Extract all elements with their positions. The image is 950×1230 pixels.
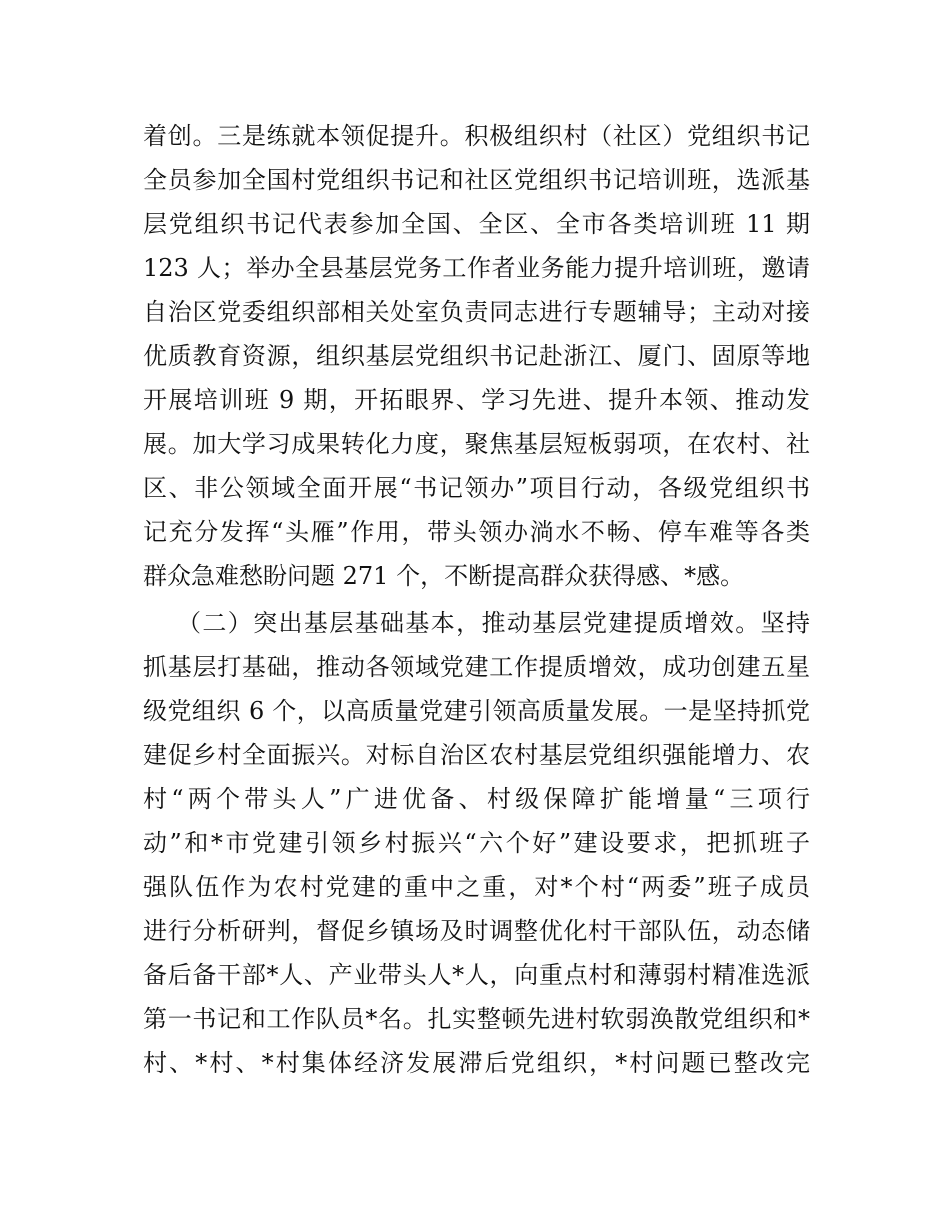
paragraph-line: 备后备干部*人、产业带头人*人，向重点村和薄弱村精准选派 [143, 961, 810, 989]
paragraph-line: 村“两个带头人”广进优备、村级保障扩能增量“三项行 [143, 785, 810, 813]
paragraph-line: 第一书记和工作队员*名。扎实整顿先进村软弱涣散党组织和* [143, 1005, 810, 1033]
paragraph-line: 村、*村、*村集体经济发展滞后党组织，*村问题已整改完 [143, 1049, 810, 1077]
paragraph-line: 展。加大学习成果转化力度，聚焦基层短板弱项，在农村、社 [143, 430, 810, 458]
paragraph-line: 抓基层打基础，推动各领域党建工作提质增效，成功创建五星 [143, 653, 810, 681]
paragraph-line: 动”和*市党建引领乡村振兴“六个好”建设要求，把抓班子 [143, 829, 810, 857]
paragraph-line: 建促乡村全面振兴。对标自治区农村基层党组织强能增力、农 [143, 741, 810, 769]
paragraph-line: 层党组织书记代表参加全国、全区、全市各类培训班 11 期 [143, 210, 810, 238]
paragraph-line: 群众急难愁盼问题 271 个，不断提高群众获得感、*感。 [143, 562, 745, 590]
paragraph-line: 进行分析研判，督促乡镇场及时调整优化村干部队伍，动态储 [143, 917, 810, 945]
paragraph-line: 优质教育资源，组织基层党组织书记赴浙江、厦门、固原等地 [143, 342, 810, 370]
paragraph-line: 着创。三是练就本领促提升。积极组织村（社区）党组织书记 [143, 122, 810, 150]
paragraph-line: 全员参加全国村党组织书记和社区党组织书记培训班，选派基 [143, 166, 810, 194]
paragraph-line: 强队伍作为农村党建的重中之重，对*个村“两委”班子成员 [143, 873, 810, 901]
paragraph-line: 123 人；举办全县基层党务工作者业务能力提升培训班，邀请 [143, 254, 810, 282]
paragraph-line: 记充分发挥“头雁”作用，带头领办淌水不畅、停车难等各类 [143, 518, 810, 546]
paragraph-line: 区、非公领域全面开展“书记领办”项目行动，各级党组织书 [143, 474, 810, 502]
paragraph-line: （二）突出基层基础基本，推动基层党建提质增效。坚持 [177, 609, 810, 637]
paragraph-line: 级党组织 6 个，以高质量党建引领高质量发展。一是坚持抓党 [143, 697, 810, 725]
paragraph-1 [143, 114, 810, 598]
paragraph-line: 开展培训班 9 期，开拓眼界、学习先进、提升本领、推动发 [143, 386, 810, 414]
paragraph-2 [143, 601, 810, 1085]
paragraph-line: 自治区党委组织部相关处室负责同志进行专题辅导；主动对接 [143, 298, 810, 326]
